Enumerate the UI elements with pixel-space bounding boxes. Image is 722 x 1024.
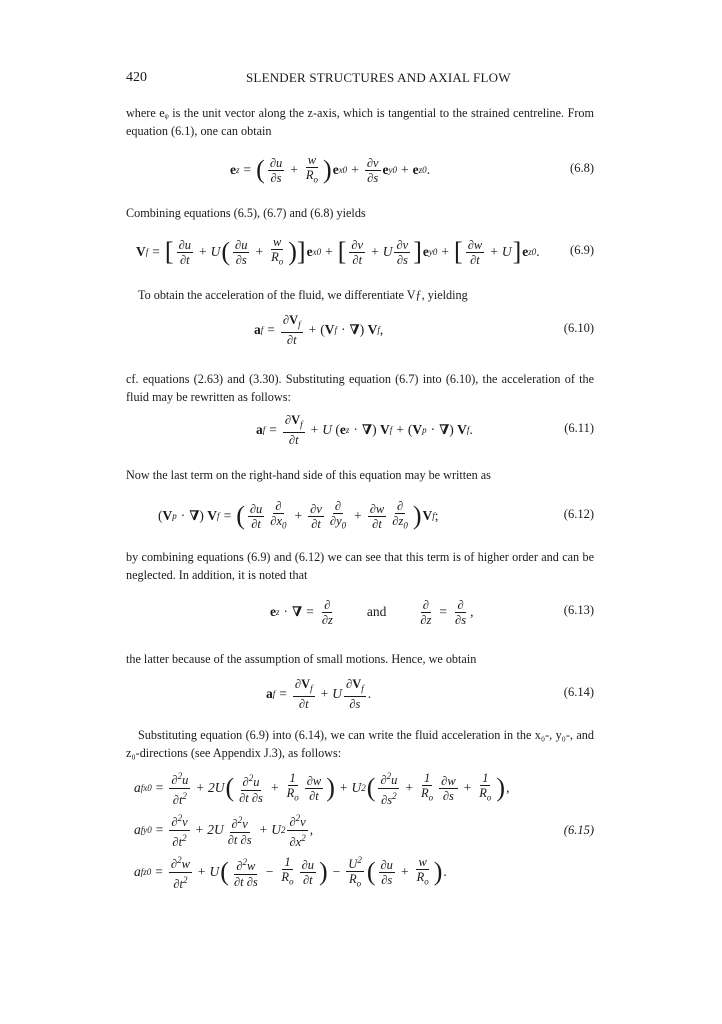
paragraph-2: Combining equations (6.5), (6.7) and (6.8) yields [126, 206, 366, 220]
paragraph-1: where eᵩ is the unit vector along the z-axis, which is tangential to the strained centreline. From equation (6.1), one can obtain [126, 106, 594, 138]
running-title: SLENDER STRUCTURES AND AXIAL FLOW [246, 70, 511, 85]
equation-6-14-body: a f = $\frac{\partial V_f}{\partial t}$ + U $\frac{\partial V_f}{\partial s}$ . [266, 677, 372, 711]
equation-6-12-body: ( V p · ∇ ) V f = ( $\frac{\partial u}{\partial t}$ $\frac{\partial}{\partial x_0}$ + $\frac{\partial v}{\partial t}$ $\frac{\partial}{\partial y_0}$ + $\frac{\partial w}{\partial t}$ $\frac{\partial}{\partial z_0}$ ) V f ; [158, 499, 439, 531]
equation-number: (6.8) [570, 161, 594, 175]
paragraph-8: Substituting equation (6.9) into (6.14), we can write the fluid acceleration in the x₀-, y₀-, and z₀-directions (see Appendix J.3), as follows: [126, 728, 594, 760]
equation-number: (6.12) [563, 507, 594, 521]
paragraph-3: To obtain the acceleration of the fluid, we differentiate Vƒ, yielding [138, 288, 468, 302]
equation-6-14 [126, 674, 594, 714]
page-number: 420 [126, 70, 147, 85]
equation-6-10-body: a f = $\frac{\partial V_f}{\partial t}$ + ( V f · ∇ ) V f , [254, 313, 384, 347]
equation-6-15-line-y: a fy0 = $\frac{\partial^2v}{\partial t^2}$ + 2U $\frac{\partial^2v}{\partial t \partial s}$ + U 2 $\frac{\partial^2v}{\partial x^2}$ , [134, 813, 314, 849]
equation-6-13-body: e z · ∇ = $\frac{\partial}{\partial z}$ and $\frac{\partial}{\partial z}$ = $\frac{\partial}{\partial s}$ , [270, 597, 474, 627]
paragraph-4: cf. equations (2.63) and (3.30). Substituting equation (6.7) into (6.10), the acceleration of the fluid may be rewritten as follows: [126, 372, 594, 404]
paragraph-5: Now the last term on the right-hand side of this equation may be written as [126, 468, 491, 482]
equation-number: (6.10) [563, 321, 594, 335]
equation-number: (6.14) [563, 685, 594, 699]
equation-6-9-body: V f = [ $\frac{\partial u}{\partial t}$ + U ( $\frac{\partial u}{\partial s}$ + $\frac{w}{R_o}$ )] e x0 + [ $\frac{\partial v}{\partial t}$ + U $\frac{\partial v}{\partial s}$ ] e y0 + [ $\frac{\partial w}{\partial t}$ + U ] e z0 . [136, 235, 540, 267]
equation-6-13 [126, 592, 594, 632]
equation-6-10 [126, 310, 594, 350]
equation-number: (6.13) [563, 603, 594, 617]
paragraph-7: the latter because of the assumption of small motions. Hence, we obtain [126, 652, 477, 666]
equation-number: (6.11) [564, 421, 594, 435]
equation-6-11 [126, 410, 594, 450]
equation-6-15 [126, 768, 594, 898]
equation-6-8 [126, 150, 594, 190]
equation-6-9 [126, 232, 594, 272]
and-word: and [366, 604, 387, 619]
equation-6-15-line-x: a fx0 = $\frac{\partial^2u}{\partial t^2}$ + 2U ( $\frac{\partial^2u}{\partial t \partial s}$ + $\frac{1}{R_o}$ $\frac{\partial w}{\partial t}$ ) + U 2 ( $\frac{\partial^2u}{\partial s^2}$ + $\frac{1}{R_o}$ $\frac{\partial w}{\partial s}$ + $\frac{1}{R_o}$ ) , [134, 771, 510, 807]
equation-6-12 [126, 496, 594, 536]
paragraph-6: by combining equations (6.9) and (6.12) we can see that this term is of higher order and can be neglected. In addition, it is noted that [126, 550, 594, 582]
equation-6-11-body: a f = $\frac{\partial V_f}{\partial t}$ + U ( e z · ∇ ) V f + ( V p · ∇ ) V f . [256, 413, 473, 447]
equation-number: (6.15) [563, 823, 594, 837]
equation-6-15-line-z: a fz0 = $\frac{\partial^2w}{\partial t^2}$ + U ( $\frac{\partial^2w}{\partial t \partial s}$ − $\frac{1}{R_o}$ $\frac{\partial u}{\partial t}$ ) − $\frac{U^2}{R_o}$ ( $\frac{\partial u}{\partial s}$ + $\frac{w}{R_o}$ ) . [134, 855, 447, 891]
equation-number: (6.9) [570, 243, 594, 257]
equation-6-8-body: e z = ( $\frac{\partial u}{\partial s}$ + $\frac{w}{R_o}$ ) e x0 + $\frac{\partial v}{\partial s}$ e y0 + e z0 . [230, 153, 431, 185]
